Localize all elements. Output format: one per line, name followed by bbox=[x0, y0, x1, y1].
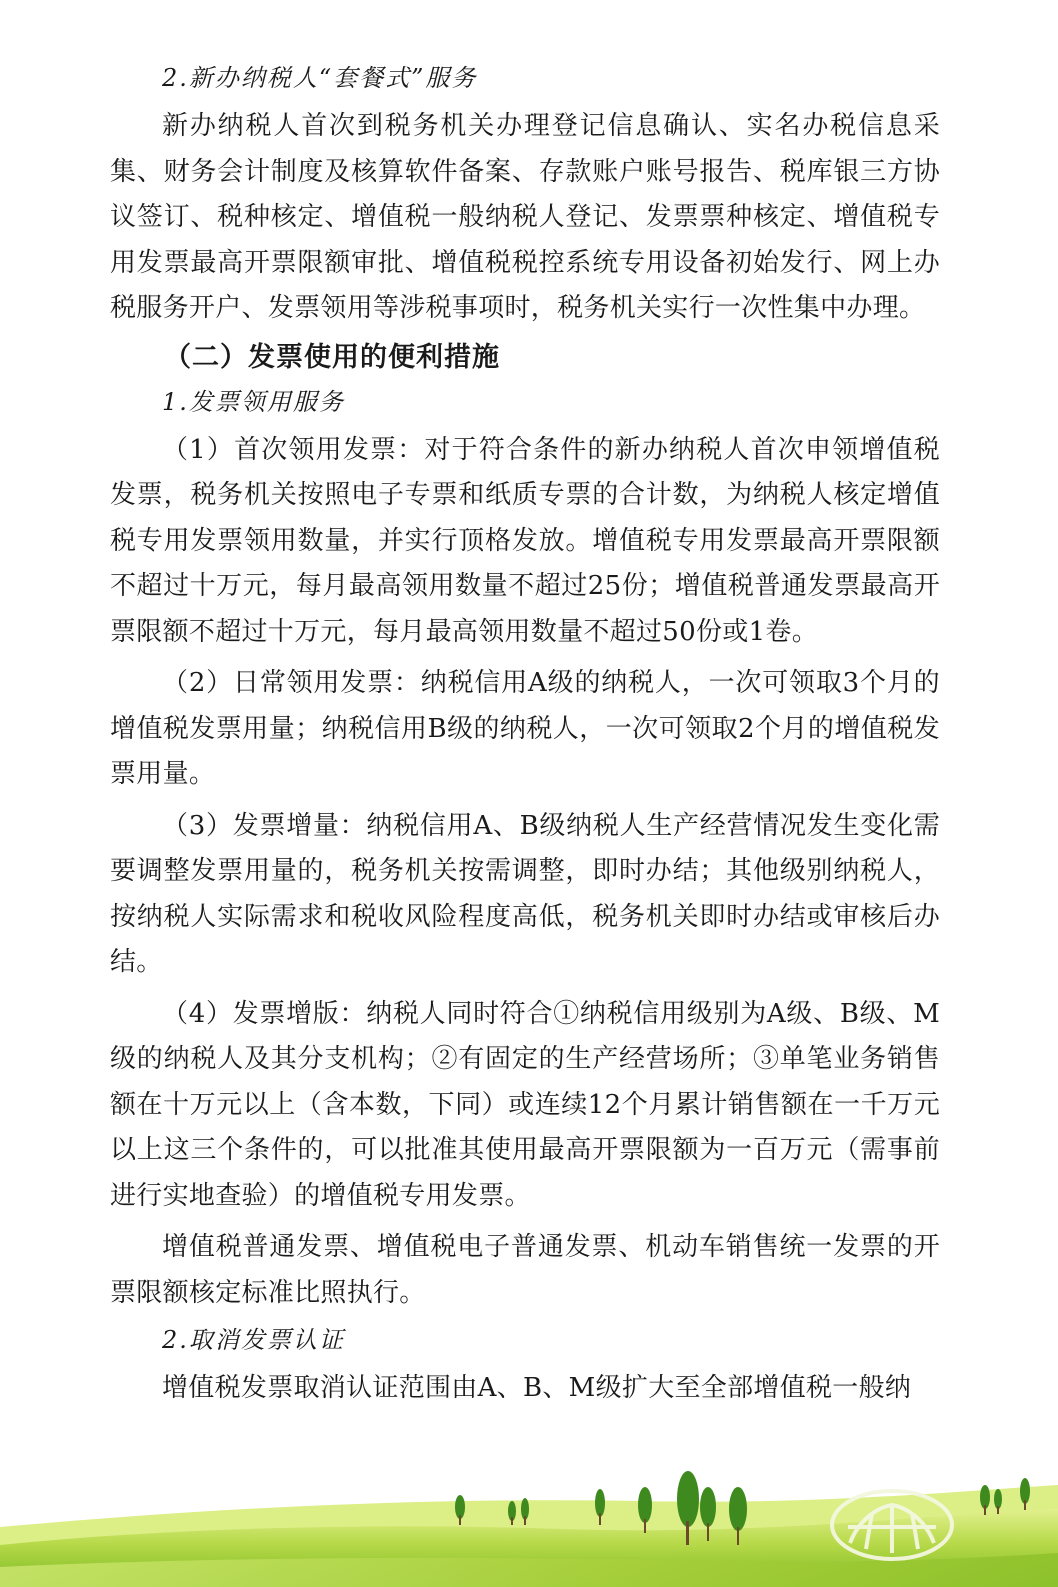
subheading-cancel-certification: 2.取消发票认证 bbox=[162, 1326, 345, 1354]
subheading-newcomer-package: 2.新办纳税人“套餐式”服务 bbox=[162, 64, 478, 92]
paragraph-newcomer-package: 新办纳税人首次到税务机关办理登记信息确认、实名办税信息采集、财务会计制度及核算软件备案、存款账户账号报告、税库银三方协议签订、税种核定、增值税一般纳税人登记、发票票种核定、增值税专用发票最高开票限额审批、增值税税控系统专用设备初始发行、网上办税服务开户、发票领用等涉税事项时，税务机关实行一次性集中办理。 bbox=[110, 111, 940, 323]
paragraph-first-collection: （1）首次领用发票：对于符合条件的新办纳税人首次申领增值税发票，税务机关按照电子专票和纸质专票的合计数，为纳税人核定增值税专用发票领用数量，并实行顶格发放。增值税专用发票最高开票限额不超过十万元，每月最高领用数量不超过25份；增值税普通发票最高开票限额不超过十万元，每月最高领用数量不超过50份或1卷。 bbox=[110, 434, 940, 647]
paragraph-invoice-increase: （3）发票增量：纳税信用A、B级纳税人生产经营情况发生变化需要调整发票用量的，税务机关按需调整，即时办结；其他级别纳税人，按纳税人实际需求和税收风险程度高低，税务机关即时办结或审核后办结。 bbox=[110, 810, 940, 977]
paragraph-invoice-upgrade: （4）发票增版：纳税人同时符合①纳税信用级别为A级、B级、M级的纳税人及其分支机构；②有固定的生产经营场所；③单笔业务销售额在十万元以上（含本数，下同）或连续12个月累计销售额在一千万元以上这三个条件的，可以批准其使用最高开票限额为一百万元（需事前进行实地查验）的增值税专用发票。 bbox=[110, 998, 940, 1211]
section-heading-invoice-convenience: （二）发票使用的便利措施 bbox=[164, 341, 500, 373]
subheading-invoice-collection: 1.发票领用服务 bbox=[162, 387, 345, 416]
grass-landscape-footer bbox=[0, 1457, 1058, 1587]
paragraph-daily-collection: （2）日常领用发票：纳税信用A级的纳税人，一次可领取3个月的增值税发票用量；纳税信用B级的纳税人，一次可领取2个月的增值税发票用量。 bbox=[110, 668, 940, 789]
document-body bbox=[110, 60, 940, 1414]
paragraph-limit-standard: 增值税普通发票、增值税电子普通发票、机动车销售统一发票的开票限额核定标准比照执行。 bbox=[110, 1232, 940, 1308]
paragraph-cancel-certification: 增值税发票取消认证范围由A、B、M级扩大至全部增值税一般纳 bbox=[162, 1373, 912, 1403]
